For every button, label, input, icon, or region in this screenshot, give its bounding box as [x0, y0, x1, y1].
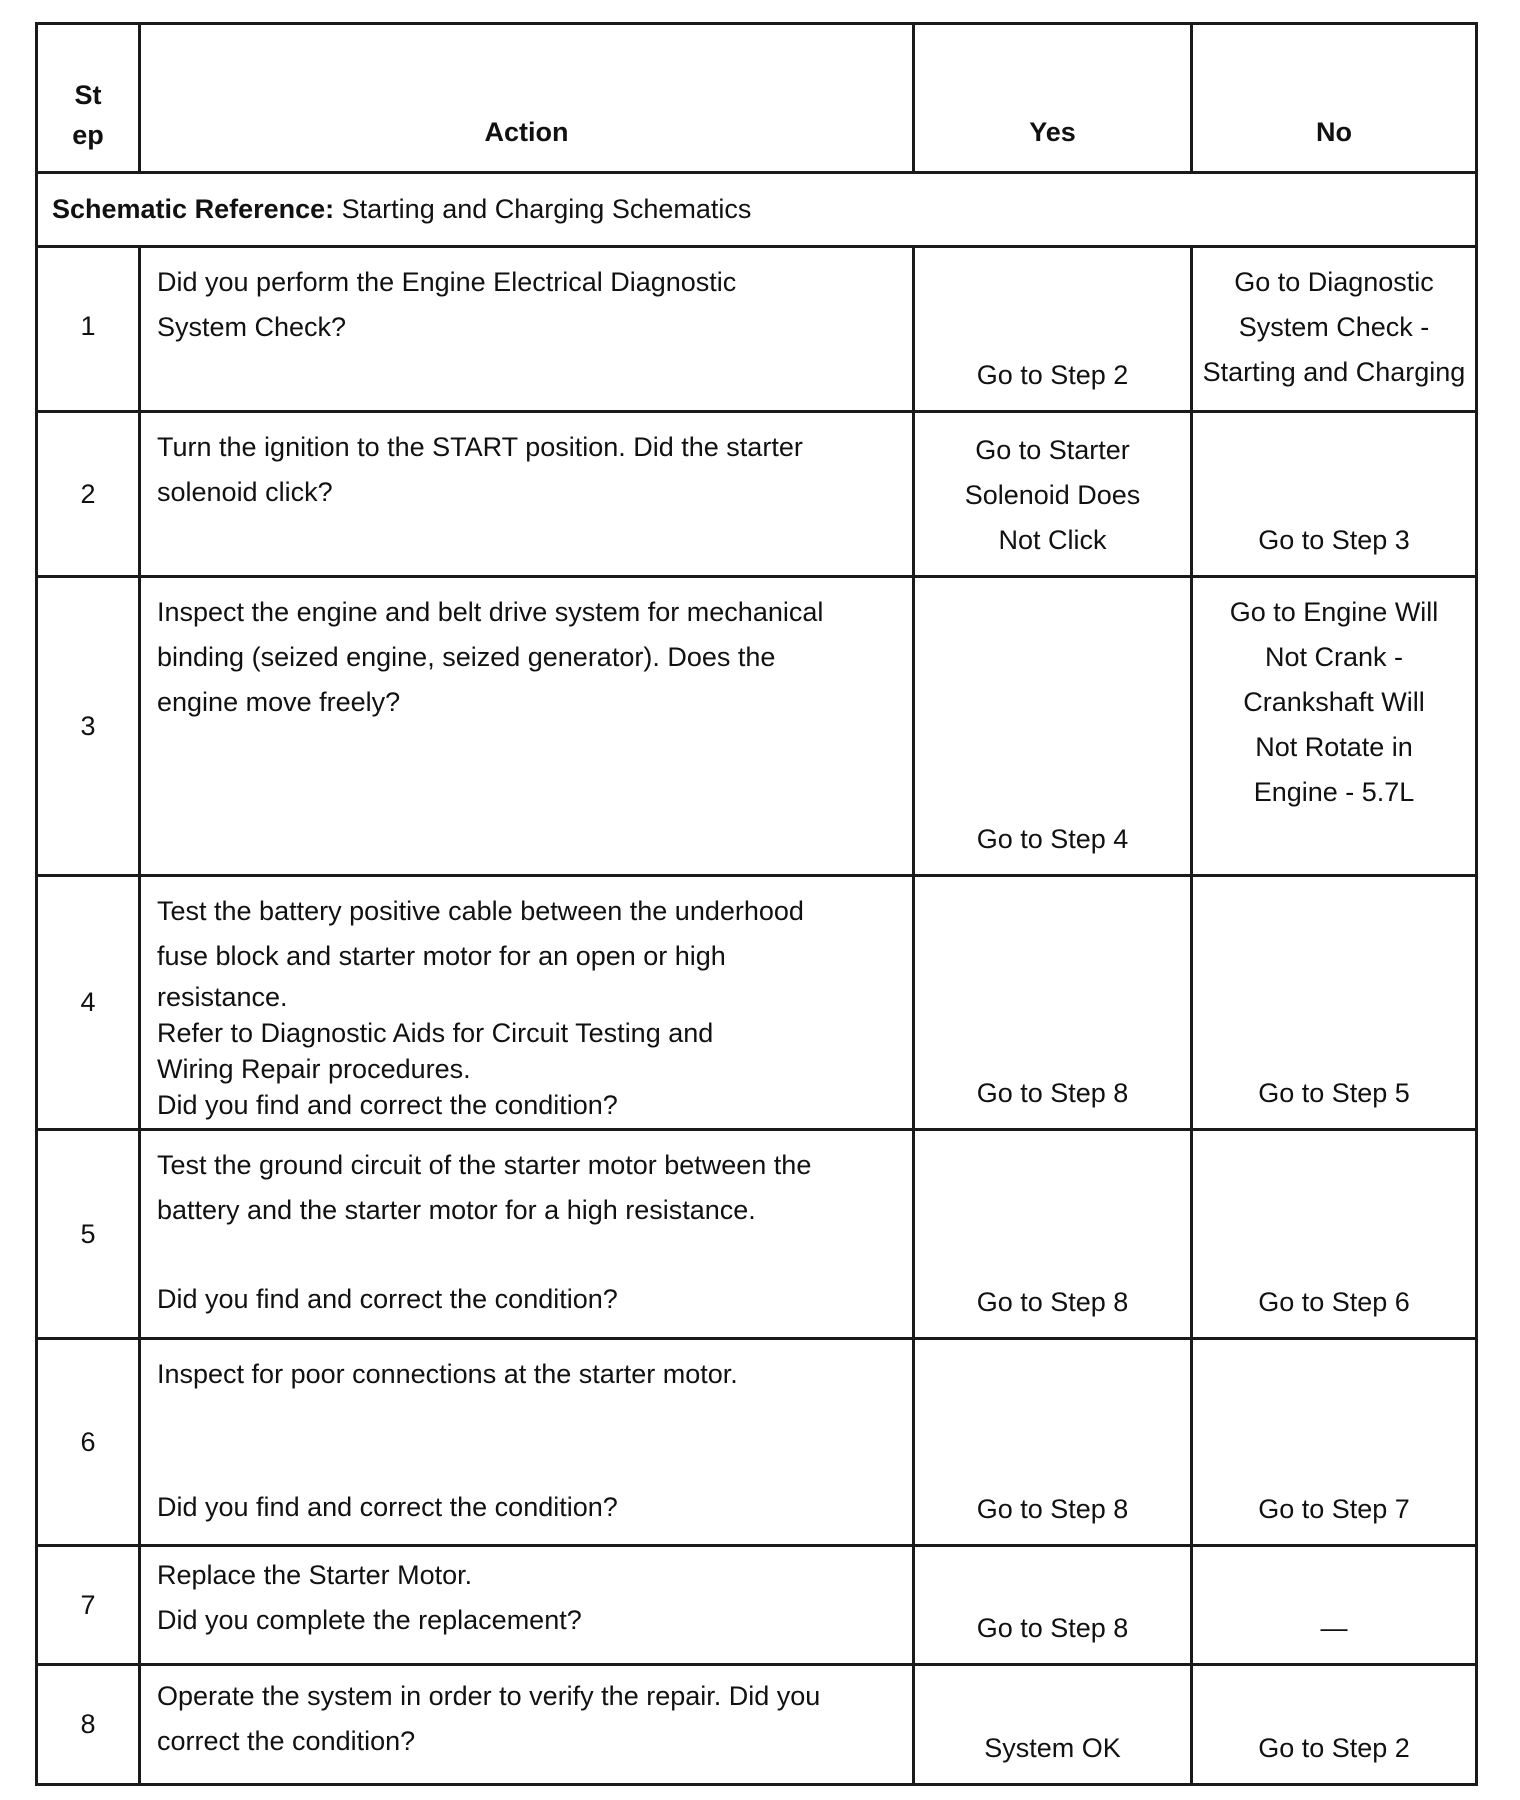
table-row: [37, 1546, 1477, 1665]
table-row: [37, 247, 1477, 412]
no-cell: Go to Engine Will Not Crank - Crankshaft Will Not Rotate in Engine - 5.7L: [1192, 577, 1477, 876]
yes-cell: Go to Step 2: [914, 247, 1192, 412]
step-number: 3: [37, 577, 140, 876]
table-row: [37, 1665, 1477, 1785]
no-cell: Go to Step 5: [1192, 876, 1477, 1130]
yes-cell: Go to Step 8: [914, 876, 1192, 1130]
action-cell: Test the battery positive cable between the underhood fuse block and starter motor for an open or high resistance. Refer to Diagnostic Aids for Circuit Testing and Wiring Repair procedures. Did you find and correct the condition?: [140, 876, 914, 1130]
action-cell: Turn the ignition to the START position. Did the starter solenoid click?: [140, 412, 914, 577]
step-number: 6: [37, 1339, 140, 1546]
header-action: Action: [140, 24, 914, 173]
schematic-reference: [37, 173, 1477, 247]
no-cell: —: [1192, 1546, 1477, 1665]
step-number: 1: [37, 247, 140, 412]
table-row: [37, 577, 1477, 876]
yes-cell: Go to Step 8: [914, 1339, 1192, 1546]
diagnostic-table: [35, 22, 1478, 1786]
step-number: 4: [37, 876, 140, 1130]
header-no: No: [1192, 24, 1477, 173]
no-cell: Go to Step 6: [1192, 1130, 1477, 1339]
action-cell: Operate the system in order to verify the repair. Did you correct the condition?: [140, 1665, 914, 1785]
action-cell: Inspect for poor connections at the starter motor. Did you find and correct the condition?: [140, 1339, 914, 1546]
no-cell: Go to Diagnostic System Check - Starting and Charging: [1192, 247, 1477, 412]
table-row: [37, 412, 1477, 577]
step-number: 2: [37, 412, 140, 577]
table-row: [37, 1339, 1477, 1546]
schematic-row: [37, 173, 1477, 247]
no-cell: Go to Step 7: [1192, 1339, 1477, 1546]
no-cell: Go to Step 3: [1192, 412, 1477, 577]
table-row: [37, 1130, 1477, 1339]
step-number: 8: [37, 1665, 140, 1785]
yes-cell: Go to Step 4: [914, 577, 1192, 876]
header-step: St ep: [37, 24, 140, 173]
schematic-value: Starting and Charging Schematics: [341, 194, 752, 224]
step-number: 7: [37, 1546, 140, 1665]
action-cell: Test the ground circuit of the starter motor between the battery and the starter motor for a high resistance. Did you find and correct the condition?: [140, 1130, 914, 1339]
action-cell: Replace the Starter Motor. Did you complete the replacement?: [140, 1546, 914, 1665]
yes-cell: Go to Starter Solenoid Does Not Click: [914, 412, 1192, 577]
action-cell: Did you perform the Engine Electrical Diagnostic System Check?: [140, 247, 914, 412]
schematic-label: Schematic Reference:: [52, 194, 335, 224]
action-cell: Inspect the engine and belt drive system for mechanical binding (seized engine, seized generator). Does the engine move freely?: [140, 577, 914, 876]
yes-cell: Go to Step 8: [914, 1130, 1192, 1339]
no-cell: Go to Step 2: [1192, 1665, 1477, 1785]
yes-cell: Go to Step 8: [914, 1546, 1192, 1665]
header-row: [37, 24, 1477, 173]
table-row: [37, 876, 1477, 1130]
step-number: 5: [37, 1130, 140, 1339]
header-yes: Yes: [914, 24, 1192, 173]
yes-cell: System OK: [914, 1665, 1192, 1785]
